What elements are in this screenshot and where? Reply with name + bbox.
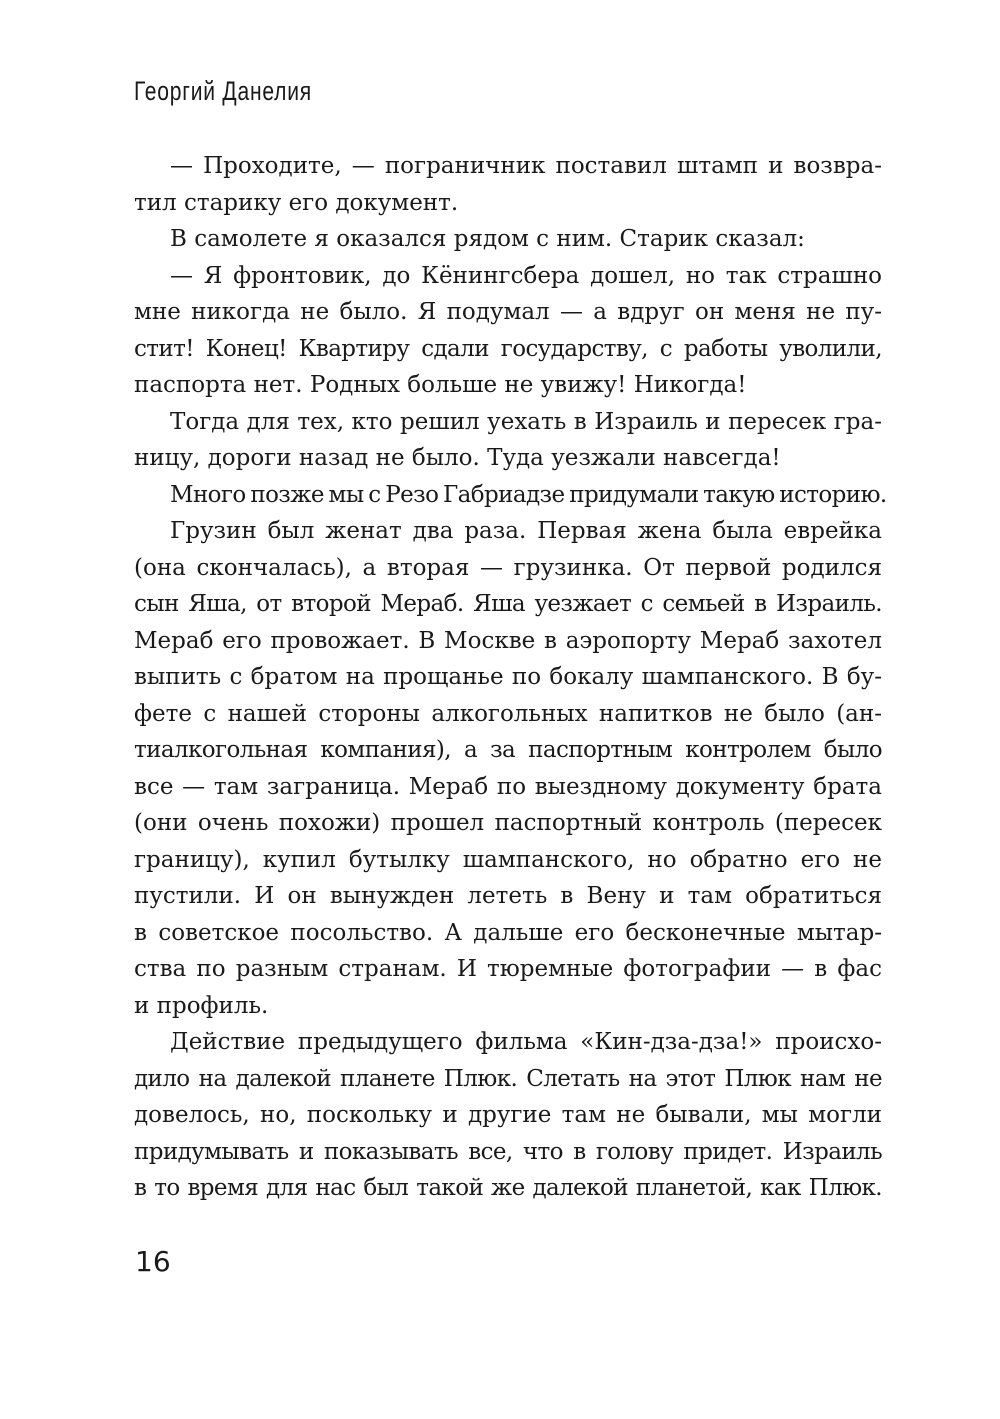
text-line: Грузин был женат два раза. Первая жена была еврейка xyxy=(170,518,882,544)
text-line: сын Яша, от второй Мераб. Яша уезжает с семьей в Израиль. xyxy=(134,591,882,617)
page-number: 16 xyxy=(135,1245,171,1278)
text-line: Мераб его провожает. В Москве в аэропорту Мераб захотел xyxy=(134,627,882,654)
body-text xyxy=(134,148,887,1207)
text-line: в советское посольство. А дальше его бесконечные мытар- xyxy=(134,919,882,946)
text-line: В самолете я оказался рядом с ним. Старик сказал: xyxy=(170,226,805,252)
text-line: в то время для нас был такой же далекой планетой, как Плюк. xyxy=(134,1175,882,1201)
text-line: (она скончалась), а вторая — грузинка. От первой родился xyxy=(134,554,882,581)
text-line: границу), купил бутылку шампанского, но обратно его не xyxy=(134,846,882,873)
text-line: (они очень похожи) прошел паспортный контроль (пересек xyxy=(134,810,882,836)
text-line: паспорта нет. Родных больше не увижу! Никогда! xyxy=(134,372,747,398)
text-line: пустили. И он вынужден лететь в Вену и там обратиться xyxy=(134,883,882,909)
text-line: мне никогда не было. Я подумал — а вдруг он меня не пу- xyxy=(134,299,882,325)
text-line: довелось, но, поскольку и другие там не бывали, мы могли xyxy=(134,1102,882,1128)
text-line: ства по разным странам. И тюремные фотографии — в фас xyxy=(134,956,882,982)
text-line: тиалкогольная компания), а за паспортным контролем было xyxy=(134,737,882,763)
text-line: стит! Конец! Квартиру сдали государству, с работы уволили, xyxy=(134,335,882,362)
text-line: Тогда для тех, кто решил уехать в Израиль и пересек гра- xyxy=(170,408,882,435)
text-line: фете с нашей стороны алкогольных напитков не было (ан- xyxy=(134,700,882,727)
text-line: дило на далекой планете Плюк. Слетать на этот Плюк нам не xyxy=(134,1065,882,1092)
text-line: Много позже мы с Резо Габриадзе придумали такую историю. xyxy=(170,481,887,508)
text-line: Действие предыдущего фильма «Кин-дза-дза!» происхо- xyxy=(170,1029,882,1055)
text-line: и профиль. xyxy=(134,992,269,1019)
text-line: — Проходите, — пограничник поставил штамп и возвра- xyxy=(170,153,882,179)
text-line: тил старику его документ. xyxy=(134,189,459,216)
running-header-author: Георгий Данелия xyxy=(134,76,312,106)
text-line: все — там заграница. Мераб по выездному документу брата xyxy=(134,773,882,800)
text-line: выпить с братом на прощанье по бокалу шампанского. В бу- xyxy=(134,664,882,690)
text-line: — Я фронтовик, до Кёнингсбера дошел, но так страшно xyxy=(170,262,882,289)
text-line: ницу, дороги назад не было. Туда уезжали навсегда! xyxy=(134,445,781,471)
text-line: придумывать и показывать все, что в голову придет. Израиль xyxy=(134,1138,882,1165)
